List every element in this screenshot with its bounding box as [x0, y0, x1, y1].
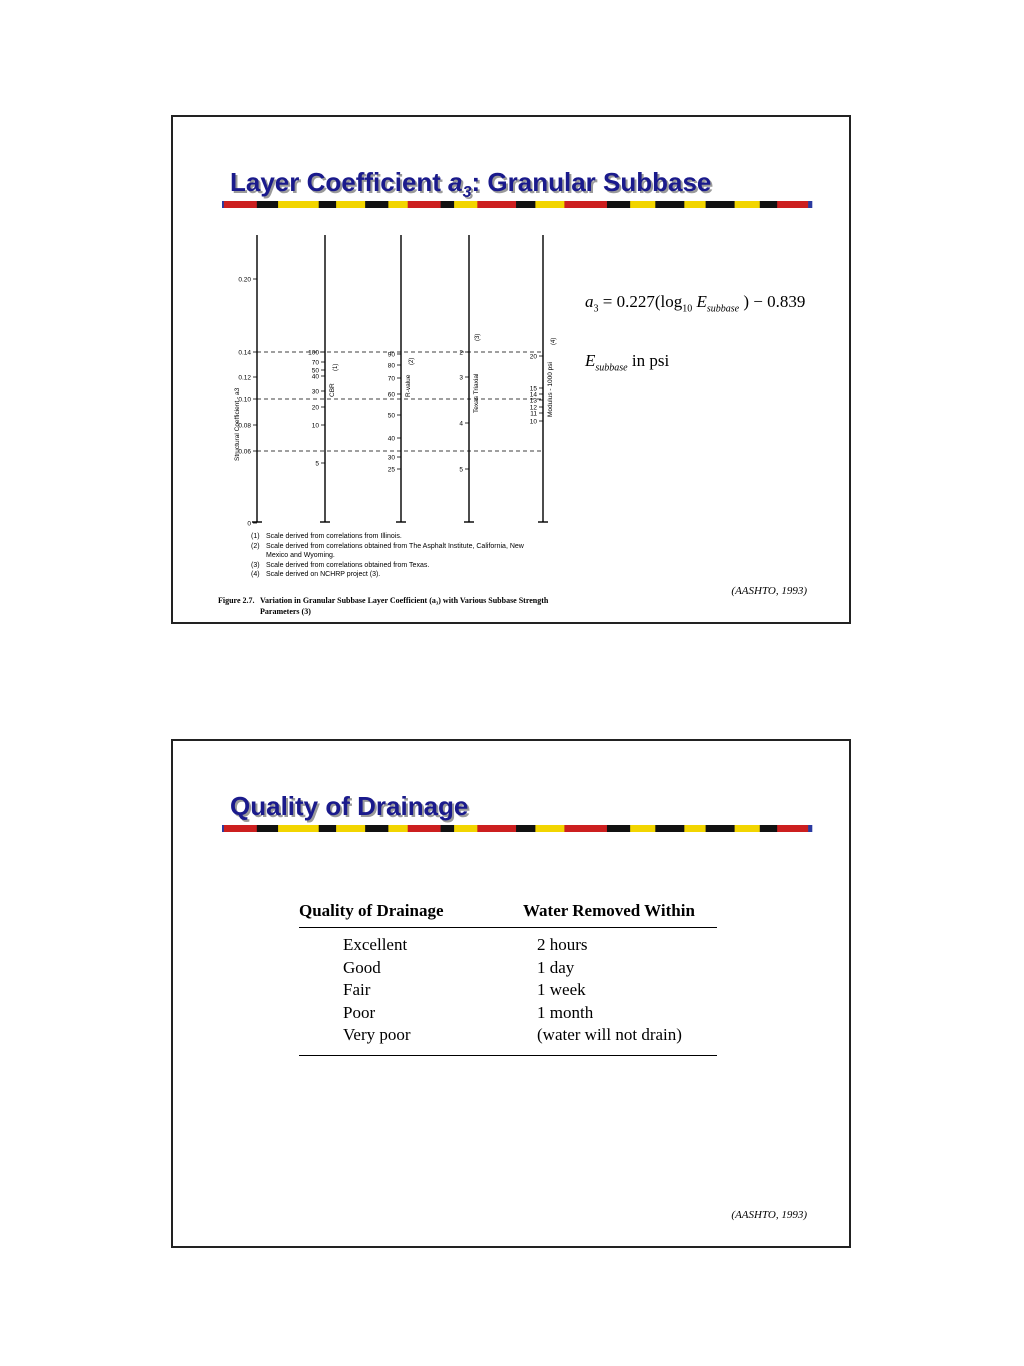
cell-quality: Excellent: [343, 935, 408, 954]
citation: (AASHTO, 1993): [731, 1209, 807, 1221]
header-quality: Quality of Drainage: [299, 901, 444, 920]
nomograph-tick-label: 0.12: [238, 374, 251, 382]
nomograph-tick-label: 13: [529, 397, 537, 405]
cell-water-removed: 1 day: [537, 957, 575, 977]
cell-quality: Fair: [343, 980, 371, 999]
nomograph-tick-label: 5: [315, 460, 319, 468]
nomograph-tick-label: 3: [459, 374, 463, 382]
nomograph-tick-label: 0.10: [238, 396, 251, 404]
table-row: [299, 1002, 717, 1025]
nomograph-footnote-mark: (4): [551, 337, 557, 345]
nomograph-tick-label: 70: [387, 375, 395, 383]
nomograph-tick-label: 12: [529, 404, 537, 412]
nomograph-figure: [213, 229, 557, 529]
nomograph-scale-name: R-value: [405, 374, 412, 397]
nomograph-tick-label: 70: [311, 359, 319, 367]
nomograph-tick-label: 0.20: [238, 276, 251, 284]
table-row: [299, 979, 717, 1002]
nomograph-tick-label: 40: [311, 373, 319, 381]
nomograph-tick-label: 90: [387, 351, 395, 359]
nomograph-tick-label: 80: [387, 362, 395, 370]
nomograph-tick-label: 40: [387, 435, 395, 443]
nomograph-scale-name: Texas Triaxial: [473, 373, 480, 413]
nomograph-tick-label: 20: [311, 404, 319, 412]
figure-footnotes: [251, 532, 524, 580]
nomograph-tick-label: 30: [311, 388, 319, 396]
a3-formula: $a_3 = 0.227(\log_{10}$ $E_{subbase}$ ) − 0.839: [585, 292, 806, 315]
nomograph-tick-label: 30: [387, 454, 395, 462]
nomograph-tick-label: 10: [311, 422, 319, 430]
cell-water-removed: 1 month: [537, 1002, 594, 1022]
nomograph-footnote-mark: (3): [475, 333, 481, 341]
slide-title: Quality of Drainage: [230, 791, 469, 821]
citation: (AASHTO, 1993): [731, 585, 807, 597]
table-row: [299, 934, 717, 957]
cell-water-removed: 2 hours: [537, 935, 588, 954]
table-header: [299, 899, 717, 928]
cell-quality: Good: [343, 957, 381, 977]
footnote-line: (1) Scale derived from correlations from Illinois.: [251, 533, 402, 540]
nomograph-tick-label: 100: [308, 349, 319, 357]
table-body: [299, 928, 717, 1056]
nomograph-footnote-mark: (2): [409, 357, 415, 365]
footnote-line: (3) Scale derived from correlations obtained from Texas.: [251, 561, 430, 569]
nomograph-tick-label: 2: [459, 349, 463, 357]
table-row: [299, 1024, 717, 1047]
footnote-line: (4) Scale derived on NCHRP project (3).: [251, 571, 381, 578]
header-water-removed: Water Removed Within: [523, 901, 695, 920]
nomograph-tick-label: 20: [529, 353, 537, 361]
nomograph-tick-label: 0.06: [238, 448, 251, 456]
table-row: [299, 957, 717, 980]
modulus-unit-note: $E_{subbase}$ in psi: [585, 351, 670, 374]
figure-caption: Figure 2.7. Variation in Granular Subbase Layer Coefficient (a₃) with Various Subbase Strength Parameters (3): [218, 596, 549, 616]
decorative-title-rule: [222, 825, 812, 832]
nomograph-tick-label: 0: [247, 520, 251, 528]
cell-quality: Very poor: [343, 1025, 411, 1044]
cell-quality: Poor: [343, 1002, 376, 1022]
nomograph-scale-name: Modulus - 1000 psi: [547, 362, 554, 417]
nomograph-tick-label: 4: [459, 420, 463, 428]
nomograph-tick-label: 50: [387, 412, 395, 420]
slide-title: Layer Coefficient $a_3$: Granular Subbase: [230, 167, 712, 202]
nomograph-tick-label: 15: [529, 385, 537, 393]
footnote-line: Mexico and Wyoming.: [266, 552, 335, 559]
nomograph-tick-label: 11: [530, 410, 537, 418]
nomograph-footnote-mark: (1): [333, 363, 339, 371]
nomograph-tick-label: 60: [387, 391, 395, 399]
decorative-title-rule: [222, 201, 812, 208]
nomograph-tick-label: 0.08: [238, 422, 251, 430]
slide-quality-of-drainage: [171, 739, 851, 1248]
cell-water-removed: (water will not drain): [537, 1025, 682, 1044]
nomograph-tick-label: 14: [529, 391, 537, 399]
slide-layer-coefficient: [171, 115, 851, 624]
nomograph-tick-label: 25: [387, 466, 395, 474]
nomograph-scale-name: Structural Coefficient - a3: [234, 387, 241, 461]
nomograph-tick-label: 50: [311, 367, 319, 375]
drainage-table: [299, 899, 717, 1056]
nomograph-tick-label: 0.14: [238, 349, 251, 357]
footnote-line: (2) Scale derived from correlations obtained from The Asphalt Institute, California, New: [251, 542, 524, 550]
cell-water-removed: 1 week: [537, 980, 586, 999]
nomograph-scale-name: CBR: [329, 383, 336, 397]
nomograph-tick-label: 10: [529, 418, 537, 426]
nomograph-tick-label: 5: [459, 466, 463, 474]
